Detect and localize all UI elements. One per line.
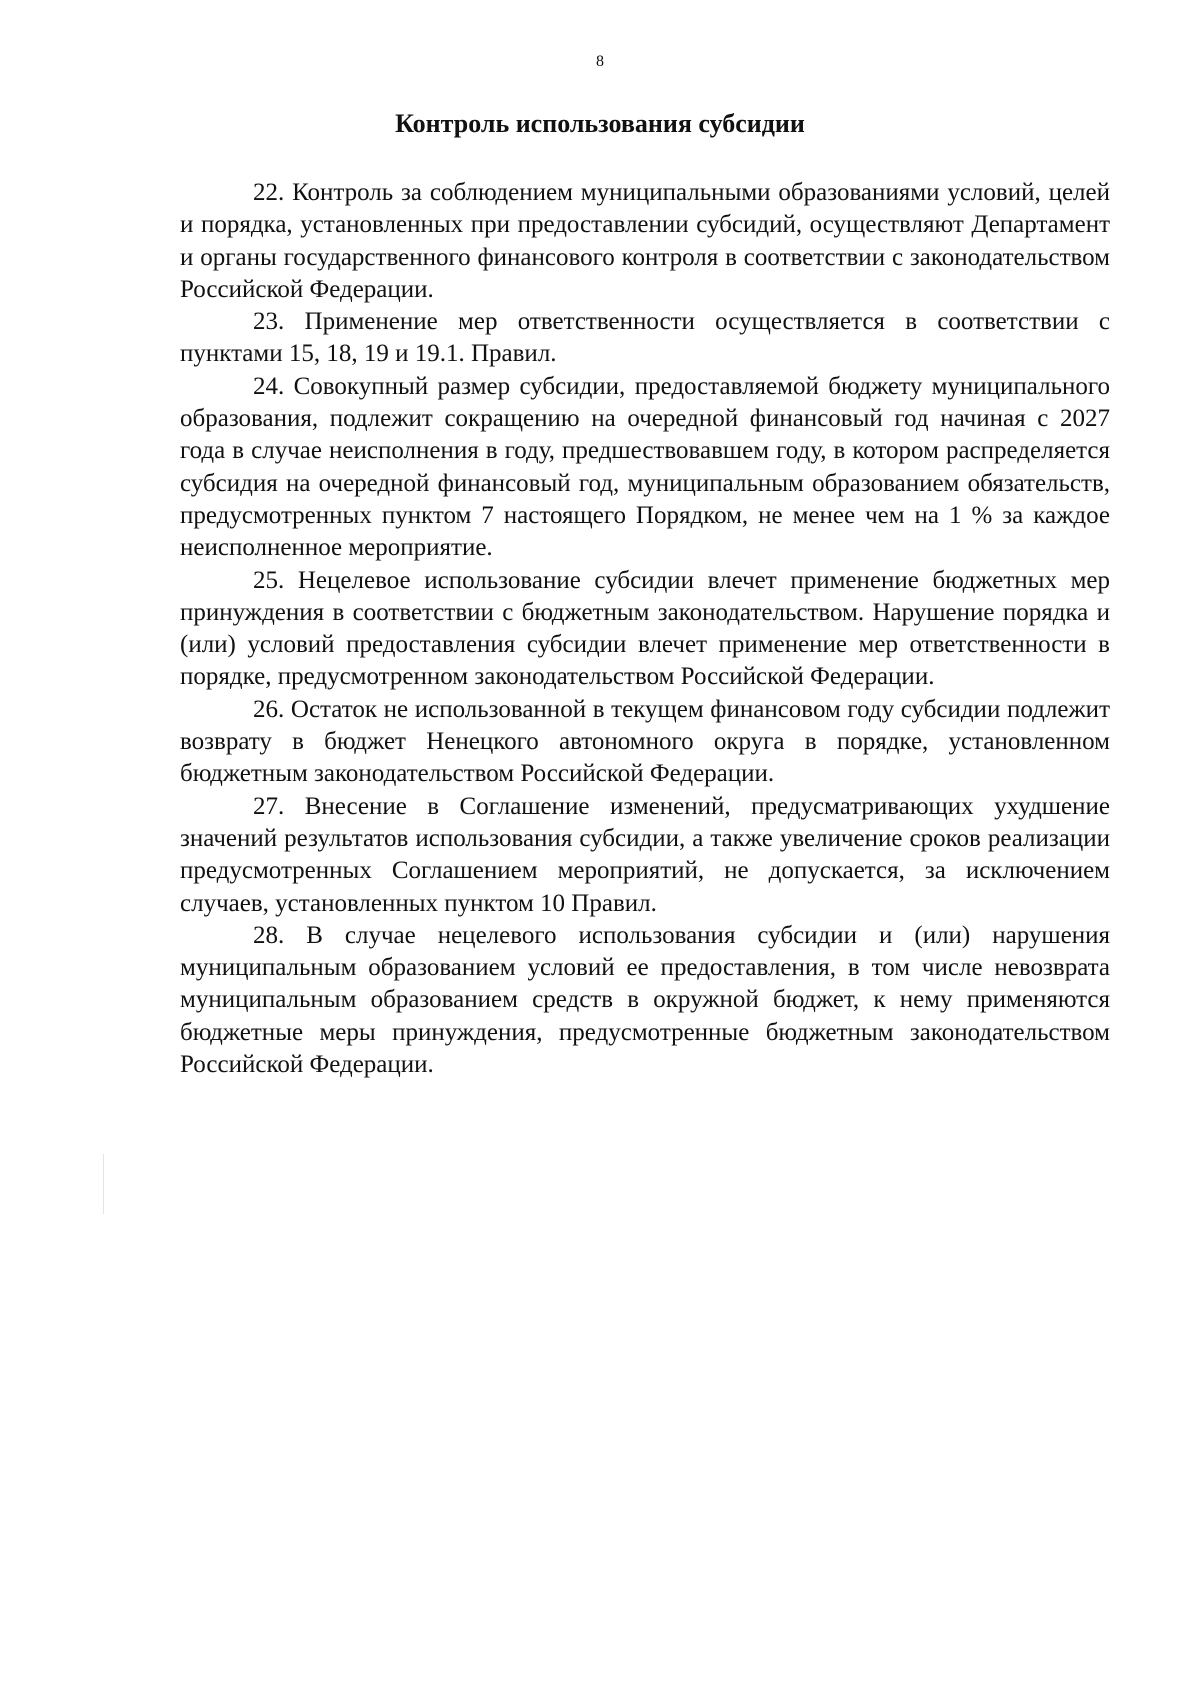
scan-margin-mark bbox=[103, 1154, 104, 1214]
document-body bbox=[180, 177, 1110, 1081]
section-heading: Контроль использования субсидии bbox=[395, 109, 805, 138]
paragraph-26: 26. Остаток не использованной в текущем финансовом году субсидии подлежит возврату в бюджет Ненецкого автономного округа в порядке, установленном бюджетным законодательством Российской Федерации. bbox=[180, 695, 1110, 788]
paragraph-28: 28. В случае нецелевого использования субсидии и (или) нарушения муниципальным образованием условий ее предоставления, в том числе невозврата муниципальным образованием средств в окружной бюджет, к нему применяются бюджетные меры принуждения, предусмотренные бюджетным законодательством Российской Федерации. bbox=[180, 921, 1110, 1079]
paragraph-23: 23. Применение мер ответственности осуществляется в соответствии с пунктами 15, 18, 19 и 19.1. Правил. bbox=[180, 308, 1110, 368]
paragraph-24: 24. Совокупный размер субсидии, предоставляемой бюджету муниципального образования, подлежит сокращению на очередной финансовый год начиная с 2027 года в случае неисполнения в году, предшествовавшем году, в котором распределяется субсидия на очередной финансовый год, муниципальным образованием обязательств, предусмотренных пунктом 7 настоящего Порядком, не менее чем на 1 % за каждое неисполненное мероприятие. bbox=[180, 372, 1110, 562]
page-number: 8 bbox=[596, 53, 604, 70]
paragraph-27: 27. Внесение в Соглашение изменений, предусматривающих ухудшение значений результатов использования субсидии, а также увеличение сроков реализации предусмотренных Соглашением мероприятий, не допускается, за исключением случаев, установленных пунктом 10 Правил. bbox=[180, 792, 1110, 917]
paragraph-25: 25. Нецелевое использование субсидии влечет применение бюджетных мер принуждения в соответствии с бюджетным законодательством. Нарушение порядка и (или) условий предоставления субсидии влечет применение мер ответственности в порядке, предусмотренном законодательством Российской Федерации. bbox=[180, 566, 1110, 691]
paragraph-22: 22. Контроль за соблюдением муниципальными образованиями условий, целей и порядка, установленных при предоставлении субсидий, осуществляют Департамент и органы государственного финансового контроля в соответствии с законодательством Российской Федерации. bbox=[180, 179, 1110, 303]
